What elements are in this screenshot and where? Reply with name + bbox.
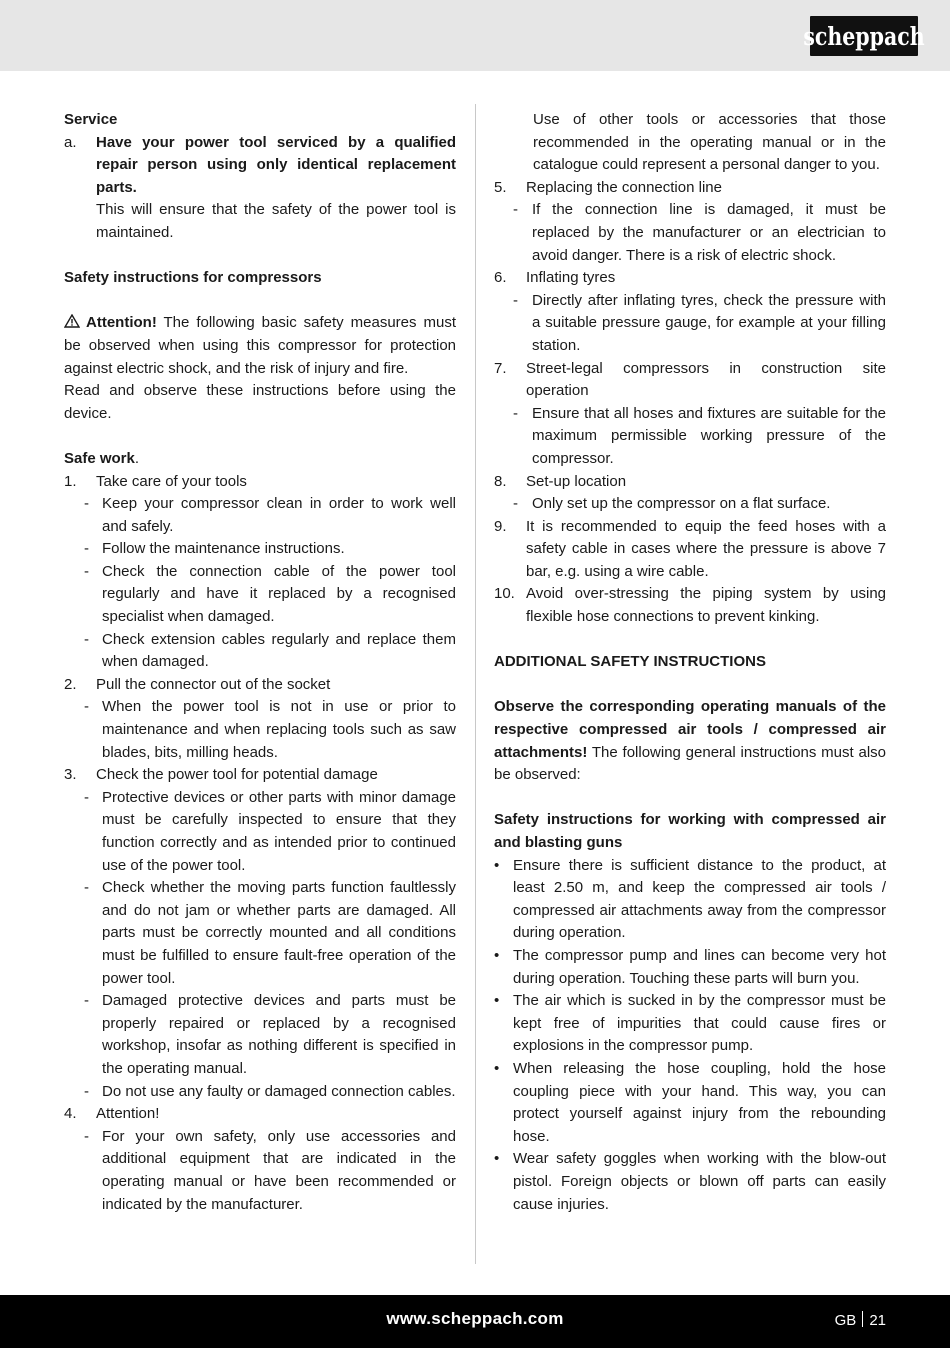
item-title: Replacing the connection line [526,178,722,196]
sub-item [494,493,886,516]
attention-paragraph: Attention! The following basic safety measures must be observed when using this compressor for protection against electric shock, and the risk of injury and fire. [64,314,456,377]
bullet-text: Wear safety goggles when working with the blow-out pistol. Foreign objects or blown off parts can easily cause injuries. [513,1150,886,1213]
bullet-marker: • [494,856,500,874]
sub-item [64,877,456,990]
bullet-item [494,990,886,1058]
sub-item-text: Do not use any faulty or damaged connection cables. [102,1082,456,1100]
dash-marker: - [84,630,89,648]
sub-item [64,1126,456,1216]
right-column [494,109,886,1216]
blasting-guns-heading: Safety instructions for working with compressed air and blasting guns [494,811,886,851]
sub-item [64,538,456,561]
sub-item [64,990,456,1080]
item-number: 1. [64,472,77,490]
left-column [64,109,456,1216]
sub-item-text: Check the connection cable of the power tool regularly and have it replaced by a recognised specialist when damaged. [102,562,456,626]
item-number: 9. [494,517,507,535]
bullet-text: Ensure there is sufficient distance to the product, at least 2.50 m, and keep the compressed air tools / compressed air attachments away from the compressor during operation. [513,856,886,942]
read-instructions: Read and observe these instructions before using the device. [64,382,456,422]
service-a-bold: Have your power tool serviced by a qualified repair person using only identical replacement parts. [96,133,456,196]
dash-marker: - [513,495,518,513]
warning-triangle-icon [64,314,80,328]
bullet-item [494,855,886,945]
dash-marker: - [513,404,518,422]
sub-item-text: For your own safety, only use accessories and additional equipment that are indicated in the operating manual or have been recommended or indicated by the manufacturer. [102,1127,456,1213]
sub-item-text: Damaged protective devices and parts must be properly repaired or replaced by a recognised workshop, insofar as nothing different is specified in the operating manual. [102,992,456,1077]
dash-marker: - [84,495,89,513]
service-a-text: This will ensure that the safety of the power tool is maintained. [96,201,456,241]
sub-item [494,290,886,358]
item-title: Attention! [96,1105,160,1123]
item-title: Inflating tyres [526,269,616,287]
sub-item [64,629,456,674]
attention-label: Attention! [86,314,157,332]
service-heading: Service [64,111,118,128]
sub-item-text: Only set up the compressor on a flat surface. [532,495,831,513]
sub-item [64,787,456,877]
item-title: Pull the connector out of the socket [96,675,331,693]
dash-marker: - [513,201,518,219]
page-footer [0,1295,950,1348]
sub-item [64,1081,456,1104]
item-number: 10. [494,585,515,603]
list-item [494,516,886,584]
sub-item [64,696,456,764]
page-header [0,0,950,71]
list-item [64,674,456,697]
item-title: Check the power tool for potential damage [96,766,378,784]
list-item [494,471,886,494]
sub-item-text: Check extension cables regularly and replace them when damaged. [102,630,456,671]
item-title: Set-up location [526,472,627,490]
bullet-marker: • [494,946,500,964]
list-item [64,764,456,787]
item-number: 2. [64,675,77,693]
dash-marker: - [84,1127,89,1145]
list-item [494,267,886,290]
bullet-item [494,1058,886,1148]
dash-marker: - [84,698,89,716]
dash-marker: - [84,1082,89,1100]
dash-marker: - [513,291,518,309]
scheppach-logo: scheppach [810,16,918,56]
bullet-item [494,1148,886,1216]
item-title: Take care of your tools [96,472,247,490]
sub-item [494,403,886,471]
bullet-marker: • [494,1150,500,1168]
sub-item-text: Check whether the moving parts function faultlessly and do not jam or whether parts are damaged. All parts must be correctly mounted and all conditions must be fulfilled to ensure fault-free operation of the power tool. [102,879,456,987]
safe-work-heading: Safe work. [64,449,140,467]
sub-item-text: Directly after inflating tyres, check the pressure with a suitable pressure gauge, for example at your filling station. [532,291,886,354]
list-item [64,471,456,494]
sub-item-text: Keep your compressor clean in order to work well and safely. [102,495,456,535]
page-number: GB 21 [834,1312,886,1329]
dash-marker: - [84,879,89,897]
item-number: 3. [64,766,77,784]
continuation-text: Use of other tools or accessories that those recommended in the operating manual or in the catalogue could represent a personal danger to you. [533,111,886,174]
list-item [64,1103,456,1126]
list-item [494,583,886,628]
sub-item-text: If the connection line is damaged, it must be replaced by the manufacturer or an electrician to avoid danger. There is a risk of electric shock. [532,201,886,264]
sub-item [64,493,456,538]
service-item-a: a. Have your power tool serviced by a qualified repair person using only identical replacement parts. This will ensure that the safety of the power tool is maintained. [64,132,456,245]
bullet-marker: • [494,992,500,1010]
sub-item-text: Follow the maintenance instructions. [102,540,345,558]
bullet-text: The compressor pump and lines can become very hot during operation. Touching these parts will burn you. [513,946,886,987]
dash-marker: - [84,562,89,580]
item-title: It is recommended to equip the feed hoses with a safety cable in cases where the pressure is above 7 bar, e.g. using a wire cable. [526,517,886,580]
additional-safety-heading: ADDITIONAL SAFETY INSTRUCTIONS [494,653,766,671]
item-number: 8. [494,472,507,490]
dash-marker: - [84,992,89,1010]
list-item [494,358,886,403]
item-number: 6. [494,269,507,287]
bullet-item [494,945,886,990]
bullet-text: The air which is sucked in by the compressor must be kept free of impurities that could cause fires or explosions in the compressor pump. [513,992,886,1055]
sub-item-text: When the power tool is not in use or prior to maintenance and when replacing tools such as saw blades, bits, milling heads. [102,698,456,761]
compressor-safety-heading: Safety instructions for compressors [64,269,322,287]
dash-marker: - [84,540,89,558]
bullet-text: When releasing the hose coupling, hold the hose coupling piece with your hand. This way, you can protect yourself against injury from the rebounding hose. [513,1059,886,1145]
website-link[interactable]: www.scheppach.com [386,1309,564,1328]
bullet-marker: • [494,1059,500,1077]
sub-item [64,561,456,629]
column-divider [475,104,476,1264]
sub-item [494,199,886,267]
dash-marker: - [84,788,89,806]
item-title: Avoid over-stressing the piping system by using flexible hose connections to prevent kinking. [526,585,886,626]
list-item [494,177,886,200]
item-number: 7. [494,359,507,377]
sub-item-text: Protective devices or other parts with minor damage must be carefully inspected to ensure that they function correctly and as intended prior to continued use of the power tool. [102,788,456,874]
item-number: 5. [494,178,507,196]
observe-paragraph: Observe the corresponding operating manuals of the respective compressed air tools / compressed air attachments! The following general instructions must also be observed: [494,698,886,784]
item-number: 4. [64,1105,77,1123]
item-title: Street-legal compressors in construction site operation [526,359,886,400]
sub-item-text: Ensure that all hoses and fixtures are suitable for the maximum permissible working pressure of the compressor. [532,404,886,467]
